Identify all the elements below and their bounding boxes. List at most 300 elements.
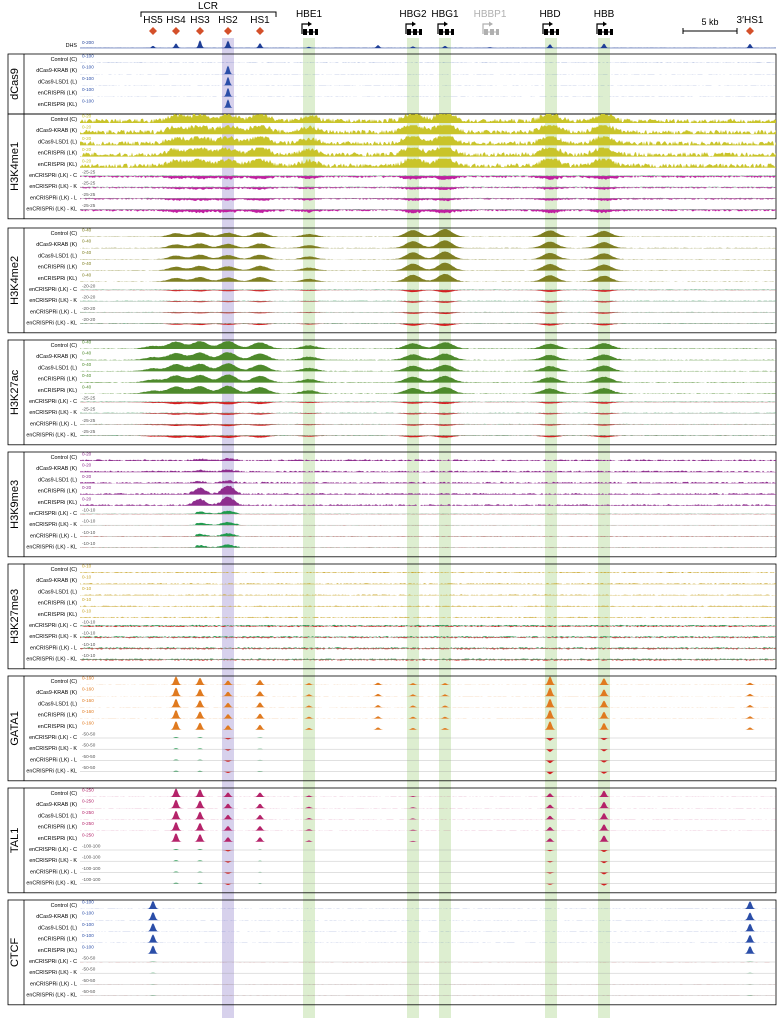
track-4 [38, 496, 776, 506]
element-label: HBB [593, 9, 615, 20]
track-1 [36, 351, 776, 361]
track-range: -10-10 [82, 653, 96, 659]
track-range: 0-40 [82, 238, 92, 244]
locus-element-hs4 [166, 15, 186, 35]
loss-area [80, 413, 776, 415]
track-label: dCas9-LSD1 (L) [38, 813, 77, 820]
track-label: enCRISPRi (LK) - L [29, 309, 77, 316]
track-3 [38, 147, 776, 157]
track-range: -10-10 [82, 630, 96, 636]
hs-diamond-icon [196, 27, 204, 35]
track-label: dCas9-LSD1 (L) [38, 139, 77, 146]
track-6 [29, 295, 776, 305]
track-3 [38, 485, 776, 495]
signal-area [80, 148, 776, 157]
track-range: -50-50 [82, 955, 96, 961]
track-range: 0-160 [82, 720, 94, 726]
track-3 [38, 373, 776, 383]
track-7 [30, 306, 776, 316]
locus-element-hs2 [218, 15, 238, 35]
track-3 [38, 933, 776, 943]
track-range: 0-160 [82, 675, 94, 681]
loss-area [80, 738, 776, 741]
track-8 [26, 653, 776, 663]
gene-model-icon [483, 22, 499, 36]
track-range: 0-100 [82, 910, 94, 916]
track-range: 0-10 [82, 563, 92, 569]
group-label: GATA1 [9, 711, 21, 746]
track-range: -25-25 [82, 406, 96, 412]
scale-bar-label: 5 kb [701, 17, 719, 27]
track-7 [30, 530, 776, 540]
track-label: enCRISPRi (LK) - C [29, 959, 77, 965]
loss-area [80, 436, 776, 438]
track-range: 0-250 [82, 787, 94, 793]
track-range: -50-50 [82, 742, 96, 748]
group-label: H3K27ac [9, 369, 21, 416]
track-range: -100-100 [82, 865, 101, 871]
gain-area [80, 625, 776, 626]
track-range: -50-50 [82, 765, 96, 771]
track-range: -10-10 [82, 641, 96, 647]
element-label: HBD [539, 9, 561, 20]
loss-area [80, 648, 776, 649]
scale-bar [683, 17, 737, 34]
track-label: dCas9-LSD1 (L) [38, 79, 77, 86]
locus-element-hbd [539, 9, 560, 35]
group-frame [8, 340, 776, 445]
signal-area [80, 710, 776, 719]
track-3 [38, 261, 776, 271]
track-range: 0-20 [82, 124, 92, 130]
track-label: enCRISPRi (LK) - L [29, 869, 77, 876]
loss-area [80, 884, 776, 886]
signal-area [80, 263, 776, 271]
track-label: enCRISPRi (LK) [37, 376, 77, 383]
track-4 [38, 384, 776, 394]
signal-area [80, 699, 776, 708]
track-7 [30, 866, 776, 876]
signal-area [80, 788, 776, 797]
track-range: -25-25 [82, 180, 96, 186]
signal-area [80, 386, 776, 394]
track-range: 0-40 [82, 227, 92, 233]
signal-area [80, 617, 776, 618]
gene-highlight-band [598, 38, 610, 1018]
track-label: enCRISPRi (LK) [37, 600, 77, 607]
track-range: -20-20 [82, 283, 96, 289]
track-range: 0-40 [82, 339, 92, 345]
track-range: 0-250 [82, 798, 94, 804]
track-label: enCRISPRi (LK) - KL [26, 656, 77, 663]
signal-area [80, 822, 776, 831]
signal-area [80, 721, 776, 730]
signal-area [80, 125, 776, 134]
signal-area [80, 469, 776, 472]
track-label: enCRISPRi (LK) - K [29, 522, 77, 529]
track-5 [29, 844, 776, 854]
track-group-h3k9me3 [8, 452, 776, 557]
track-range: -50-50 [82, 977, 96, 983]
signal-area [80, 583, 776, 584]
track-range: -25-25 [82, 203, 96, 209]
signal-area [80, 594, 776, 595]
track-label: dCas9-LSD1 (L) [38, 925, 77, 932]
track-range: -25-25 [82, 417, 96, 423]
hs-diamond-icon [149, 27, 157, 35]
track-group-h3k4me1 [8, 114, 776, 219]
track-1 [36, 911, 776, 921]
track-7 [30, 642, 776, 652]
track-8 [26, 877, 776, 887]
track-range: 0-40 [82, 249, 92, 255]
track-range: 0-100 [82, 933, 94, 939]
track-label: enCRISPRi (KL) [37, 723, 77, 730]
track-label: enCRISPRi (LK) - KL [26, 880, 77, 887]
track-range: 0-200 [82, 40, 94, 45]
track-label: Control (C) [50, 57, 77, 63]
track-label: enCRISPRi (LK) - KL [26, 320, 77, 327]
track-range: 0-100 [82, 921, 94, 927]
group-label: CTCF [9, 937, 21, 968]
track-range: 0-40 [82, 373, 92, 379]
signal-area [80, 40, 776, 48]
track-range: -20-20 [82, 317, 96, 323]
loss-area [80, 749, 776, 752]
loss-area [80, 198, 776, 201]
track-label: dCas9-LSD1 (L) [38, 701, 77, 708]
track-label: enCRISPRi (KL) [37, 161, 77, 168]
track-group-tal1 [8, 788, 776, 893]
hs-diamond-icon [256, 27, 264, 35]
track-range: -100-100 [82, 843, 101, 849]
loss-area [80, 187, 776, 190]
lcr-label: LCR [197, 1, 219, 12]
track-range: -10-10 [82, 518, 96, 524]
track-range: 0-20 [82, 473, 92, 479]
track-range: 0-250 [82, 809, 94, 815]
track-range: 0-100 [82, 75, 94, 81]
track-group-h3k27ac [8, 340, 776, 445]
gain-area [80, 533, 776, 536]
track-1 [36, 575, 776, 585]
track-label: enCRISPRi (LK) [37, 150, 77, 157]
group-label: H3K4me2 [9, 255, 21, 305]
loss-area [80, 760, 776, 763]
group-frame [8, 788, 776, 893]
track-group-gata1 [8, 676, 776, 781]
track-range: -50-50 [82, 966, 96, 972]
group-label: H3K4me1 [9, 141, 21, 191]
track-1 [36, 65, 776, 75]
gain-area [80, 636, 776, 637]
track-range: 0-40 [82, 384, 92, 390]
track-label: enCRISPRi (LK) [37, 712, 77, 719]
gene-highlight-band [439, 38, 451, 1018]
track-label: enCRISPRi (LK) - L [29, 645, 77, 652]
track-8 [26, 203, 776, 213]
track-range: 0-10 [82, 597, 92, 603]
track-4 [38, 98, 776, 108]
signal-area [80, 923, 776, 931]
locus-element-hs5 [143, 15, 163, 35]
track-label: enCRISPRi (LK) - C [29, 735, 77, 741]
locus-element-hbb [594, 9, 615, 35]
group-label: TAL1 [9, 827, 21, 854]
element-label: HBG1 [431, 9, 459, 20]
track-1 [36, 239, 776, 249]
track-4 [38, 272, 776, 282]
track-label: Control (C) [50, 791, 77, 797]
group-label: H3K9me3 [9, 479, 21, 529]
signal-area [80, 341, 776, 349]
loss-area [80, 176, 776, 180]
track-range: 0-100 [82, 53, 94, 59]
signal-area [80, 688, 776, 697]
track-range: 0-100 [82, 899, 94, 905]
signal-area [80, 136, 776, 145]
track-label: enCRISPRi (KL) [37, 275, 77, 282]
signal-area [80, 352, 776, 360]
signal-area [80, 497, 776, 506]
group-frame [8, 564, 776, 669]
track-range: -20-20 [82, 294, 96, 300]
track-label: enCRISPRi (LK) - K [29, 970, 77, 977]
track-0 [51, 114, 776, 124]
track-range: 0-20 [82, 135, 92, 141]
loss-area [80, 850, 776, 852]
signal-area [80, 274, 776, 282]
track-label: enCRISPRi (LK) - L [29, 195, 77, 202]
track-8 [26, 541, 776, 551]
track-label: enCRISPRi (LK) - L [29, 533, 77, 540]
track-5 [29, 956, 776, 966]
track-label: enCRISPRi (LK) - C [29, 511, 77, 517]
track-8 [26, 765, 776, 775]
track-label: enCRISPRi (LK) - K [29, 184, 77, 191]
signal-area [80, 606, 776, 607]
signal-area [80, 159, 776, 168]
signal-area [80, 676, 776, 685]
track-label: Control (C) [50, 679, 77, 685]
track-label: enCRISPRi (LK) - L [29, 757, 77, 764]
loss-area [80, 402, 776, 404]
track-group-h3k27me3 [8, 564, 776, 669]
track-label: DHS [65, 43, 77, 49]
hs2-highlight-band [222, 38, 234, 1018]
element-label: HS2 [218, 15, 238, 26]
track-7 [30, 192, 776, 202]
loss-area [80, 637, 776, 638]
track-5 [29, 284, 776, 294]
gene-model-icon [543, 22, 559, 36]
track-5 [29, 732, 776, 742]
track-label: enCRISPRi (LK) - KL [26, 768, 77, 775]
gain-area [80, 544, 776, 547]
gene-model-icon [406, 22, 422, 36]
track-range: 0-100 [82, 944, 94, 950]
group-label: dCas9 [9, 68, 21, 100]
hs-diamond-icon [224, 27, 232, 35]
track-4 [38, 944, 776, 954]
track-label: enCRISPRi (LK) - KL [26, 206, 77, 213]
track-label: Control (C) [50, 455, 77, 461]
gain-area [80, 511, 776, 514]
gain-area [80, 647, 776, 648]
track-range: 0-100 [82, 64, 94, 70]
element-label: 3′HS1 [736, 15, 764, 26]
track-group-ctcf [8, 900, 776, 1005]
gain-area [80, 659, 776, 660]
track-dhs [66, 40, 776, 49]
track-range: 0-20 [82, 147, 92, 153]
track-range: 0-20 [82, 158, 92, 164]
gene-model-icon [438, 22, 454, 36]
track-6 [29, 519, 776, 529]
loss-area [80, 301, 776, 303]
track-range: -50-50 [82, 753, 96, 759]
track-label: enCRISPRi (LK) - C [29, 399, 77, 405]
track-label: dCas9-LSD1 (L) [38, 365, 77, 372]
track-3 [38, 709, 776, 719]
gene-highlight-band [407, 38, 419, 1018]
signal-area [80, 88, 776, 97]
track-range: 0-40 [82, 350, 92, 356]
signal-area [80, 77, 776, 86]
gene-highlight-band [545, 38, 557, 1018]
track-6 [29, 855, 776, 865]
element-label: HBG2 [399, 9, 427, 20]
track-7 [30, 978, 776, 988]
track-label: enCRISPRi (LK) [37, 936, 77, 943]
track-1 [36, 799, 776, 809]
track-range: -10-10 [82, 619, 96, 625]
signal-area [80, 375, 776, 383]
signal-area [80, 486, 776, 495]
track-group-h3k4me2 [8, 228, 776, 333]
track-label: dCas9-KRAB (K) [36, 68, 77, 75]
signal-area [80, 66, 776, 75]
track-4 [38, 158, 776, 168]
signal-area [80, 99, 776, 108]
track-range: 0-160 [82, 697, 94, 703]
track-range: 0-20 [82, 496, 92, 502]
track-label: enCRISPRi (LK) [37, 824, 77, 831]
track-4 [38, 720, 776, 730]
track-8 [26, 317, 776, 327]
track-label: Control (C) [50, 117, 77, 123]
element-label: HS3 [190, 15, 210, 26]
signal-area [80, 229, 776, 237]
track-range: 0-10 [82, 574, 92, 580]
track-8 [26, 989, 776, 999]
track-label: enCRISPRi (LK) - KL [26, 432, 77, 439]
track-range: 0-250 [82, 821, 94, 827]
track-range: 0-100 [82, 87, 94, 93]
signal-area [80, 811, 776, 820]
track-range: 0-160 [82, 686, 94, 692]
track-label: enCRISPRi (LK) [37, 90, 77, 97]
track-3 [38, 87, 776, 97]
track-range: -50-50 [82, 731, 96, 737]
signal-area [80, 363, 776, 371]
track-6 [29, 631, 776, 641]
signal-area [80, 251, 776, 259]
track-label: enCRISPRi (KL) [37, 611, 77, 618]
track-range: 0-40 [82, 272, 92, 278]
hs-diamond-icon [746, 27, 754, 35]
track-range: -25-25 [82, 395, 96, 401]
gain-area [80, 522, 776, 525]
locus-element-hs3 [190, 15, 210, 35]
group-label: H3K27me3 [9, 588, 21, 644]
track-label: dCas9-KRAB (K) [36, 802, 77, 809]
track-3 [38, 597, 776, 607]
track-label: Control (C) [50, 231, 77, 237]
track-label: enCRISPRi (KL) [37, 947, 77, 954]
loss-area [80, 772, 776, 775]
track-label: enCRISPRi (KL) [37, 101, 77, 108]
track-6 [29, 743, 776, 753]
track-range: 0-10 [82, 608, 92, 614]
signal-area [80, 800, 776, 809]
track-label: dCas9-LSD1 (L) [38, 253, 77, 260]
signal-area [80, 572, 776, 573]
track-label: Control (C) [50, 567, 77, 573]
group-frame [8, 900, 776, 1005]
locus-element-hbe1 [296, 9, 323, 35]
track-label: dCas9-LSD1 (L) [38, 477, 77, 484]
track-range: 0-10 [82, 585, 92, 591]
track-label: enCRISPRi (LK) - C [29, 287, 77, 293]
track-label: dCas9-KRAB (K) [36, 578, 77, 585]
track-label: enCRISPRi (LK) - K [29, 410, 77, 417]
track-6 [29, 967, 776, 977]
track-5 [29, 396, 776, 406]
region-highlights [222, 38, 610, 1018]
track-range: -25-25 [82, 191, 96, 197]
track-6 [29, 181, 776, 191]
track-label: enCRISPRi (LK) - K [29, 634, 77, 641]
track-5 [29, 170, 776, 180]
track-range: -100-100 [82, 854, 101, 860]
loss-area [80, 290, 776, 292]
track-label: enCRISPRi (KL) [37, 387, 77, 394]
track-range: 0-20 [82, 462, 92, 468]
track-range: -10-10 [82, 529, 96, 535]
loss-area [80, 312, 776, 314]
loss-area [80, 861, 776, 863]
track-range: 0-40 [82, 261, 92, 267]
track-panel [8, 40, 776, 1005]
hs-diamond-icon [172, 27, 180, 35]
signal-area [80, 833, 776, 842]
track-label: dCas9-KRAB (K) [36, 354, 77, 361]
track-label: Control (C) [50, 343, 77, 349]
loss-area [80, 660, 776, 661]
track-group-dcas9 [8, 54, 776, 115]
locus-element-hbg2 [399, 9, 427, 35]
signal-area [80, 901, 776, 909]
track-range: 0-20 [82, 113, 92, 119]
element-label: HS1 [250, 15, 270, 26]
loss-area [80, 324, 776, 326]
track-range: -25-25 [82, 169, 96, 175]
signal-area [80, 240, 776, 248]
element-label: HS4 [166, 15, 186, 26]
track-7 [30, 754, 776, 764]
track-label: enCRISPRi (LK) - K [29, 298, 77, 305]
